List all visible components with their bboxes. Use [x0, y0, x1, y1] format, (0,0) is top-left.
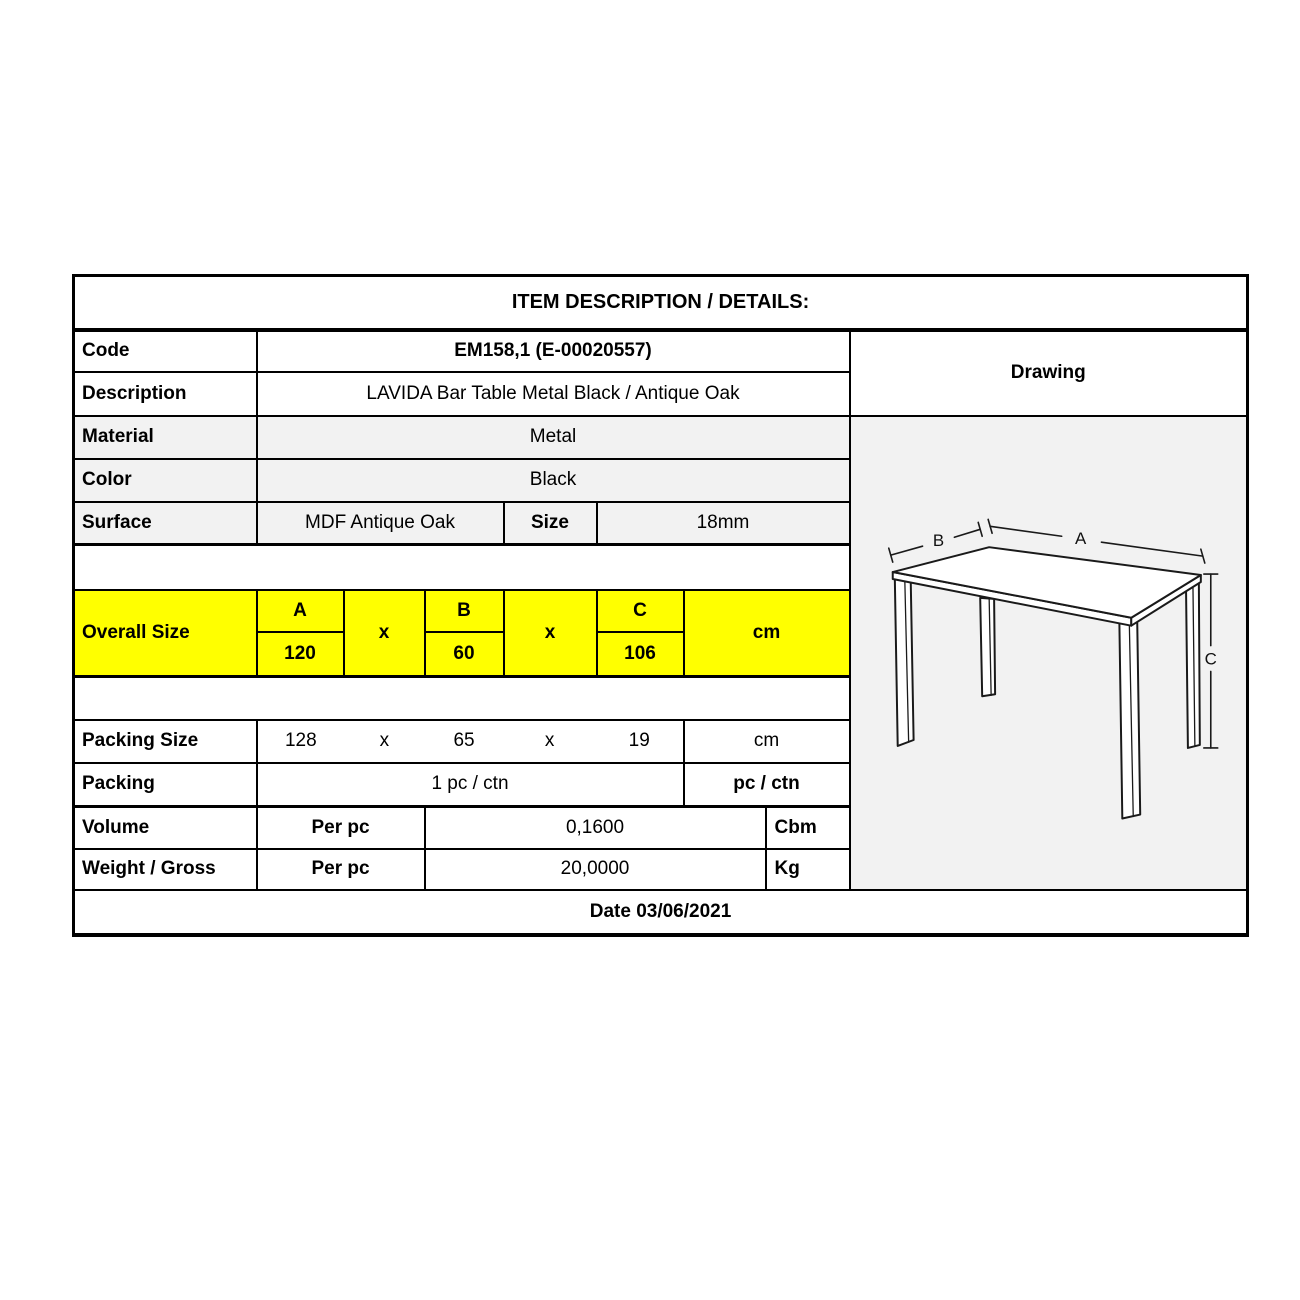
overall-size-dim-a-value: 120 [257, 632, 344, 677]
bar-table-sketch [851, 417, 1247, 888]
dimension-line-c [1203, 574, 1217, 748]
overall-size-dim-a-name: A [257, 590, 344, 632]
spacer-row-1 [74, 545, 850, 590]
overall-size-dim-c-value: 106 [597, 632, 684, 677]
table-leg-back-left [980, 597, 995, 695]
surface-label: Surface [74, 502, 257, 545]
spacer-row-2 [74, 677, 850, 720]
code-label: Code [74, 330, 257, 372]
overall-size-sep-1: x [344, 590, 425, 677]
overall-size-unit: cm [684, 590, 850, 677]
volume-label: Volume [74, 807, 257, 849]
drawing-header: Drawing [850, 330, 1248, 416]
color-value: Black [257, 459, 850, 502]
spec-sheet [72, 274, 1249, 937]
overall-size-sep-2: x [504, 590, 597, 677]
packing-size-unit: cm [684, 720, 850, 763]
table-leg-front-right [1119, 619, 1140, 818]
weight-value: 20,0000 [425, 849, 766, 890]
table-leg-front-left [894, 573, 913, 746]
drawing-canvas [850, 416, 1248, 890]
packing-unit: pc / ctn [684, 763, 850, 807]
color-label: Color [74, 459, 257, 502]
surface-size-label: Size [504, 502, 597, 545]
surface-size-value: 18mm [597, 502, 850, 545]
packing-size-b: 65 [453, 730, 475, 752]
material-value: Metal [257, 416, 850, 459]
spec-table [72, 274, 1249, 937]
overall-size-dim-b-value: 60 [425, 632, 504, 677]
weight-unit: Kg [766, 849, 850, 890]
table-leg-back-right [1185, 578, 1199, 747]
packing-size-sep-1: x [379, 730, 390, 752]
dim-c-label: C [1204, 648, 1217, 668]
description-label: Description [74, 372, 257, 416]
volume-unit: Cbm [766, 807, 850, 849]
table-top [892, 547, 1200, 626]
packing-size-values [257, 720, 684, 763]
weight-label: Weight / Gross [74, 849, 257, 890]
dim-a-label: A [1074, 528, 1086, 548]
surface-value: MDF Antique Oak [257, 502, 504, 545]
overall-size-label: Overall Size [74, 590, 257, 677]
packing-size-label: Packing Size [74, 720, 257, 763]
sheet-title: ITEM DESCRIPTION / DETAILS: [74, 276, 1248, 330]
material-label: Material [74, 416, 257, 459]
dim-b-label: B [932, 530, 944, 550]
packing-size-c: 19 [628, 730, 650, 752]
date-line: Date 03/06/2021 [74, 890, 1248, 935]
volume-basis: Per pc [257, 807, 425, 849]
code-value: EM158,1 (E-00020557) [257, 330, 850, 372]
packing-size-sep-2: x [544, 730, 555, 752]
volume-value: 0,1600 [425, 807, 766, 849]
packing-value: 1 pc / ctn [257, 763, 684, 807]
packing-size-a: 128 [284, 730, 317, 752]
overall-size-dim-b-name: B [425, 590, 504, 632]
packing-label: Packing [74, 763, 257, 807]
weight-basis: Per pc [257, 849, 425, 890]
overall-size-dim-c-name: C [597, 590, 684, 632]
description-value: LAVIDA Bar Table Metal Black / Antique Oak [257, 372, 850, 416]
